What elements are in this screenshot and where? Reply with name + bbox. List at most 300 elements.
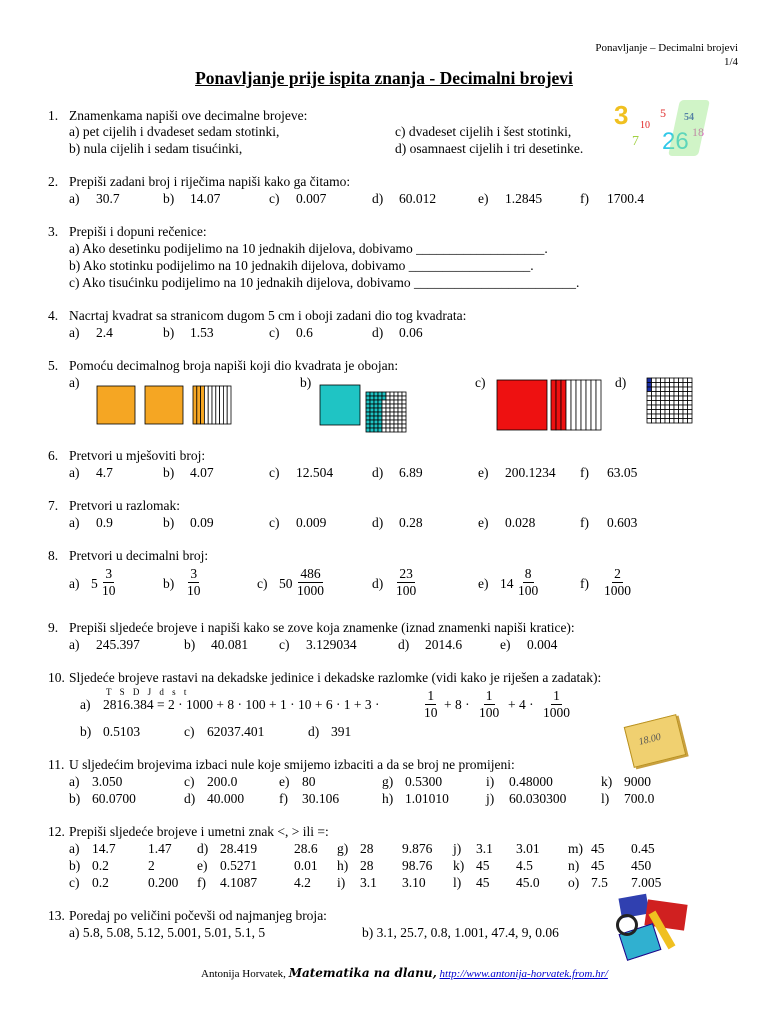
q11-item-value: 60.030300 — [509, 791, 567, 806]
q7-item-label: f) — [580, 515, 589, 530]
q2-item-value: 14.07 — [190, 191, 221, 206]
q9-item-label: b) — [184, 637, 196, 652]
q5a-partial-square-strip — [220, 386, 224, 424]
q5b-partial-square-cell — [398, 392, 402, 396]
q6-item-value: 4.7 — [96, 465, 113, 480]
fraction-denominator: 10 — [424, 705, 438, 720]
q5d-square-cell — [683, 383, 688, 388]
q2-number: 2. — [48, 174, 59, 189]
q5d-square-cell — [652, 378, 657, 383]
q12-item-label: j) — [453, 841, 462, 856]
q13-item-a: a) 5.8, 5.08, 5.12, 5.001, 5.01, 5.1, 5 — [69, 925, 266, 940]
q5b-partial-square-cell — [374, 392, 378, 396]
q10-item-value: 62037.401 — [207, 724, 265, 739]
q5d-square-cell — [647, 387, 652, 392]
q5d-square-cell — [665, 419, 670, 424]
q11-item-value: 1.01010 — [405, 791, 449, 806]
fraction-denominator: 10 — [187, 583, 201, 598]
q6-item-label: a) — [69, 465, 80, 480]
q4-item-label: b) — [163, 325, 175, 340]
q8-item-label: b) — [163, 576, 175, 591]
q5b-partial-square-cell — [402, 428, 406, 432]
q7-number: 7. — [48, 498, 59, 513]
q5b-partial-square-cell — [378, 412, 382, 416]
q5d-square-cell — [688, 401, 693, 406]
q5b-partial-square-cell — [378, 424, 382, 428]
q7-item-label: c) — [269, 515, 280, 530]
q5b-partial-square-cell — [398, 420, 402, 424]
q5d-square-cell — [679, 396, 684, 401]
fraction-denominator: 100 — [479, 705, 500, 720]
q2-item-value: 60.012 — [399, 191, 437, 206]
q5b-partial-square-cell — [370, 420, 374, 424]
fraction-numerator: 1 — [553, 688, 560, 703]
q11-item-label: e) — [279, 774, 290, 789]
q5b-partial-square-cell — [382, 416, 386, 420]
q5d-square-cell — [647, 414, 652, 419]
q5b-partial-square-cell — [394, 412, 398, 416]
q5d-square-cell — [674, 414, 679, 419]
q8-item-fraction — [516, 566, 540, 599]
q12-item-label: n) — [568, 858, 580, 873]
q5b-partial-square-cell — [382, 392, 386, 396]
fraction-numerator: 3 — [190, 566, 198, 581]
q5b-partial-square-cell — [378, 392, 382, 396]
q4-item-label: a) — [69, 325, 80, 340]
q5b-partial-square-cell — [398, 400, 402, 404]
q11-item-value: 40.000 — [207, 791, 245, 806]
q12-item-left: 28 — [360, 841, 374, 856]
q11-item-label: j) — [486, 791, 495, 806]
q5d-square-cell — [656, 383, 661, 388]
q5d-square-cell — [679, 405, 684, 410]
q5b-partial-square-cell — [394, 396, 398, 400]
q5b-partial-square-cell — [394, 424, 398, 428]
fraction-denominator: 1000 — [604, 583, 631, 598]
q8-item-fraction — [602, 566, 633, 599]
colorful-numbers-illustration — [614, 100, 714, 162]
q5d-square-cell — [647, 396, 652, 401]
footer — [201, 966, 608, 980]
q5c-partial-square-strip — [576, 380, 581, 430]
q5b-partial-square-cell — [386, 416, 390, 420]
fraction-numerator: 23 — [399, 566, 413, 581]
q5d-square-cell — [679, 387, 684, 392]
deco-number: 10 — [640, 120, 650, 131]
q5d-square-cell — [652, 414, 657, 419]
q7-item-value: 0.028 — [505, 515, 536, 530]
q2-item-value: 30.7 — [96, 191, 120, 206]
q5b-partial-square-cell — [402, 400, 406, 404]
q11-item-value: 60.0700 — [92, 791, 136, 806]
q5d-square-cell — [656, 392, 661, 397]
q5c-partial-square-strip — [571, 380, 576, 430]
q5b-partial-square-cell — [366, 400, 370, 404]
q10-a-label: a) — [80, 697, 91, 712]
q5d-square-cell — [652, 410, 657, 415]
q8-item-label: a) — [69, 576, 80, 591]
q6-number: 6. — [48, 448, 59, 463]
q12-item-left: 0.2 — [92, 875, 109, 890]
q11-number: 11. — [48, 757, 65, 772]
q5d-square-cell — [665, 378, 670, 383]
q5b-partial-square-cell — [386, 400, 390, 404]
q5b-partial-square-cell — [382, 428, 386, 432]
q5c-partial-square-strip — [551, 380, 556, 430]
q2-item-label: e) — [478, 191, 489, 206]
q5d-square-cell — [661, 378, 666, 383]
q5d-square-cell — [670, 392, 675, 397]
fraction-denominator: 1000 — [543, 705, 570, 720]
q5b-partial-square-cell — [374, 400, 378, 404]
q5d-square-cell — [647, 383, 652, 388]
q10-a-expression: 2816.384 = 2 · 1000 + 8 · 100 + 1 · 10 + 6 · 1 + 3 · — [103, 697, 380, 712]
q5d-square-cell — [679, 414, 684, 419]
q5b-partial-square-cell — [374, 396, 378, 400]
q9-item-value: 0.004 — [527, 637, 558, 652]
q5d-square-cell — [674, 392, 679, 397]
q5d-square-cell — [688, 419, 693, 424]
q5a-full-square — [145, 386, 183, 424]
q5d-square-cell — [683, 387, 688, 392]
q5d-square-cell — [656, 387, 661, 392]
q5d-square-cell — [670, 414, 675, 419]
q10-text: Sljedeće brojeve rastavi na dekadske jedinice i dekadske razlomke (vidi kako je riješen a zadatak): — [69, 670, 602, 685]
q5b-partial-square-cell — [374, 424, 378, 428]
q11-text: U sljedećim brojevima izbaci nule koje smijemo izbaciti a da se broj ne promijeni: — [69, 757, 515, 772]
q11-item-value: 0.5300 — [405, 774, 443, 789]
q5-label-b: b) — [300, 375, 312, 390]
q5b-partial-square-cell — [382, 420, 386, 424]
q5b-partial-square-cell — [370, 400, 374, 404]
q5d-square-cell — [679, 419, 684, 424]
q5d-square-cell — [670, 405, 675, 410]
q5b-partial-square-cell — [370, 404, 374, 408]
q12-item-label: g) — [337, 841, 349, 856]
q9-item-value: 3.129034 — [306, 637, 357, 652]
q5b-partial-square-cell — [370, 424, 374, 428]
q5d-square-cell — [652, 392, 657, 397]
q2-item-value: 1700.4 — [607, 191, 645, 206]
q5b-partial-square-cell — [398, 396, 402, 400]
q11-item-value: 200.0 — [207, 774, 238, 789]
fraction-numerator: 1 — [485, 688, 493, 703]
q11-item-value: 9000 — [624, 774, 651, 789]
q4-item-value: 2.4 — [96, 325, 113, 340]
q12-item-left: 14.7 — [92, 841, 116, 856]
q10-item-label: b) — [80, 724, 92, 739]
q5b-partial-square-cell — [390, 428, 394, 432]
q5b-partial-square-cell — [390, 404, 394, 408]
q5b-partial-square-cell — [382, 396, 386, 400]
q5c-partial-square-strip — [566, 380, 571, 430]
q5b-partial-square-cell — [378, 416, 382, 420]
q5b-partial-square-cell — [366, 420, 370, 424]
q12-item-right: 7.005 — [631, 875, 662, 890]
q5b-partial-square-cell — [394, 392, 398, 396]
q10-fraction — [477, 688, 501, 721]
q5b-partial-square-cell — [398, 428, 402, 432]
q5b-partial-square-cell — [390, 400, 394, 404]
q5d-square-cell — [683, 405, 688, 410]
q5d-square-cell — [652, 383, 657, 388]
q5b-partial-square-cell — [370, 428, 374, 432]
fraction-denominator: 10 — [102, 583, 116, 598]
header-page-number: 1/4 — [723, 56, 738, 68]
q2-item-label: b) — [163, 191, 175, 206]
q5d-square-cell — [674, 378, 679, 383]
q5b-partial-square-cell — [374, 428, 378, 432]
q10-plus4: + 4 · — [508, 697, 534, 712]
q6-item-label: b) — [163, 465, 175, 480]
q5b-partial-square-cell — [386, 412, 390, 416]
q5b-partial-square-cell — [402, 396, 406, 400]
q5d-square-cell — [656, 378, 661, 383]
q12-item-label: k) — [453, 858, 465, 873]
q5b-partial-square-cell — [394, 420, 398, 424]
q10-item-label: c) — [184, 724, 195, 739]
deco-number: 54 — [684, 112, 694, 123]
q10-place-abbreviations: T S D J d s t — [106, 687, 190, 697]
q5d-square-cell — [688, 378, 693, 383]
q5b-partial-square-cell — [378, 400, 382, 404]
q5-text: Pomoću decimalnog broja napiši koji dio kvadrata je obojan: — [69, 358, 399, 373]
q9-item-value: 40.081 — [211, 637, 249, 652]
q5d-square-cell — [656, 401, 661, 406]
q5b-partial-square-cell — [382, 400, 386, 404]
q7-item-label: b) — [163, 515, 175, 530]
q5d-square-cell — [656, 396, 661, 401]
q5d-square-cell — [656, 410, 661, 415]
q5d-square-cell — [647, 405, 652, 410]
q2-text: Prepiši zadani broj i riječima napiši kako ga čitamo: — [69, 174, 351, 189]
deco-number: 5 — [660, 106, 666, 120]
q12-item-left: 7.5 — [591, 875, 608, 890]
q5b-partial-square-cell — [394, 428, 398, 432]
q11-item-label: h) — [382, 791, 394, 806]
q5d-square-cell — [670, 419, 675, 424]
sticky-note-text: 18.00 — [637, 731, 663, 748]
q8-item-label: e) — [478, 576, 489, 591]
q5b-partial-square-cell — [374, 404, 378, 408]
q7-item-label: a) — [69, 515, 80, 530]
q5b-partial-square-cell — [370, 396, 374, 400]
q12-item-right: 98.76 — [402, 858, 433, 873]
q5d-square-cell — [656, 405, 661, 410]
q5a-partial-square-strip — [227, 386, 231, 424]
q5b-partial-square-cell — [366, 412, 370, 416]
q8-item-fraction — [185, 566, 203, 599]
q5b-partial-square-cell — [386, 408, 390, 412]
q9-item-value: 245.397 — [96, 637, 140, 652]
q12-item-label: e) — [197, 858, 208, 873]
q5-label-d: d) — [615, 375, 627, 390]
q11-item-label: i) — [486, 774, 495, 789]
q5b-partial-square-cell — [370, 412, 374, 416]
q1-text: Znamenkama napiši ove decimalne brojeve: — [69, 108, 308, 123]
q12-item-right: 4.2 — [294, 875, 311, 890]
q12-item-right: 9.876 — [402, 841, 433, 856]
q7-item-label: d) — [372, 515, 384, 530]
q2-item-label: f) — [580, 191, 589, 206]
fraction-numerator: 486 — [300, 566, 321, 581]
q12-item-left: 3.1 — [360, 875, 377, 890]
q3-item-a: a) Ako desetinku podijelimo na 10 jednakih dijelova, dobivamo ___________________. — [69, 241, 548, 256]
q5d-square-cell — [661, 419, 666, 424]
q12-item-right: 3.10 — [402, 875, 426, 890]
fraction-numerator: 8 — [524, 566, 532, 581]
q5d-square-cell — [683, 396, 688, 401]
q11-item-value: 3.050 — [92, 774, 123, 789]
q5b-partial-square-cell — [394, 416, 398, 420]
q4-text: Nacrtaj kvadrat sa stranicom dugom 5 cm i oboji zadani dio tog kvadrata: — [69, 308, 467, 323]
q5b-partial-square-cell — [402, 420, 406, 424]
q5-label-a: a) — [69, 375, 80, 390]
q5d-square-cell — [661, 396, 666, 401]
q12-item-label: a) — [69, 841, 80, 856]
q5b-partial-square-cell — [366, 404, 370, 408]
q7-item-value: 0.28 — [399, 515, 423, 530]
q5c-partial-square-strip — [556, 380, 561, 430]
q5b-partial-square-cell — [394, 404, 398, 408]
q8-item-whole: 50 — [279, 576, 293, 591]
q5b-partial-square-cell — [366, 408, 370, 412]
q6-text: Pretvori u mješoviti broj: — [69, 448, 206, 463]
q5d-square-cell — [670, 387, 675, 392]
footer-brand: Matematika na dlanu, — [288, 966, 437, 980]
q5c-partial-square-strip — [596, 380, 601, 430]
q5b-partial-square-cell — [382, 404, 386, 408]
q12-item-right: 4.5 — [516, 858, 533, 873]
q5d-square-cell — [652, 401, 657, 406]
q5b-partial-square-cell — [374, 408, 378, 412]
q5a-partial-square-strip — [223, 386, 227, 424]
q5b-partial-square-cell — [378, 420, 382, 424]
q5d-square-cell — [647, 401, 652, 406]
q5b-partial-square-cell — [390, 416, 394, 420]
q5d-square-cell — [665, 392, 670, 397]
q1-number: 1. — [48, 108, 59, 123]
q4-item-value: 0.6 — [296, 325, 313, 340]
q5d-square-cell — [661, 405, 666, 410]
q9-item-label: d) — [398, 637, 410, 652]
q5b-partial-square-cell — [378, 404, 382, 408]
fraction-numerator: 2 — [614, 566, 621, 581]
q5b-partial-square-cell — [390, 396, 394, 400]
q5d-square-cell — [683, 410, 688, 415]
q5b-partial-square-cell — [386, 420, 390, 424]
q5d-square-cell — [674, 410, 679, 415]
q8-item-label: c) — [257, 576, 268, 591]
q5d-square-cell — [665, 396, 670, 401]
q11-item-value: 80 — [302, 774, 316, 789]
q5d-square-cell — [683, 414, 688, 419]
q11-item-label: k) — [601, 774, 613, 789]
q5b-partial-square-cell — [390, 408, 394, 412]
q8-item-label: d) — [372, 576, 384, 591]
q5d-square-cell — [665, 414, 670, 419]
q11-item-value: 0.48000 — [509, 774, 553, 789]
q2-item-value: 0.007 — [296, 191, 327, 206]
q12-item-left: 28 — [360, 858, 374, 873]
q5b-partial-square-cell — [366, 428, 370, 432]
q5a-partial-square-strip — [193, 386, 197, 424]
q12-item-left: 45 — [591, 858, 605, 873]
q5a-full-square — [97, 386, 135, 424]
q5b-partial-square-cell — [374, 416, 378, 420]
q12-item-label: m) — [568, 841, 583, 856]
q11-item-label: f) — [279, 791, 288, 806]
q5d-square-cell — [674, 419, 679, 424]
q5-number: 5. — [48, 358, 59, 373]
q5d-square-cell — [674, 401, 679, 406]
q1-item-c: c) dvadeset cijelih i šest stotinki, — [395, 124, 572, 139]
q5b-partial-square-cell — [378, 428, 382, 432]
q5b-partial-square-cell — [394, 400, 398, 404]
q5d-square-cell — [688, 405, 693, 410]
q6-item-label: f) — [580, 465, 589, 480]
q5a-partial-square-strip — [212, 386, 216, 424]
q5d-square-cell — [647, 410, 652, 415]
footer-link[interactable]: http://www.antonija-horvatek.from.hr/ — [439, 968, 608, 980]
q5c-partial-square-strip — [581, 380, 586, 430]
q5b-partial-square-cell — [382, 408, 386, 412]
q5b-partial-square-cell — [402, 392, 406, 396]
q5d-square-cell — [683, 378, 688, 383]
q11-item-label: c) — [184, 774, 195, 789]
q5d-square-cell — [683, 392, 688, 397]
q4-number: 4. — [48, 308, 59, 323]
deco-number: 26 — [662, 128, 689, 155]
page-title: Ponavljanje prije ispita znanja - Decimalni brojevi — [195, 68, 573, 88]
q5d-square-cell — [665, 410, 670, 415]
q5c-partial-square-strip — [586, 380, 591, 430]
q12-item-right: 3.01 — [516, 841, 540, 856]
q2-item-label: d) — [372, 191, 384, 206]
q5b-partial-square-cell — [398, 416, 402, 420]
q9-text: Prepiši sljedeće brojeve i napiši kako se zove koja znamenke (iznad znamenki napiši kratice): — [69, 620, 575, 635]
q5d-square-cell — [661, 392, 666, 397]
deco-number: 18 — [692, 125, 704, 139]
q5a-partial-square-strip — [204, 386, 208, 424]
q2-item-label: c) — [269, 191, 280, 206]
q5b-full-square — [320, 385, 360, 425]
fraction-numerator: 1 — [427, 688, 435, 703]
q5c-full-square — [497, 380, 547, 430]
q12-item-right: 2 — [148, 858, 155, 873]
q5d-square-cell — [683, 419, 688, 424]
q12-item-left: 45 — [476, 858, 490, 873]
q5d-square-cell — [670, 396, 675, 401]
q5b-partial-square-cell — [398, 404, 402, 408]
q5c-partial-square-strip — [591, 380, 596, 430]
q12-item-right: 28.6 — [294, 841, 318, 856]
q5b-partial-square-cell — [374, 420, 378, 424]
q12-item-left: 0.5271 — [220, 858, 258, 873]
q5b-partial-square-cell — [398, 412, 402, 416]
q1-item-a: a) pet cijelih i dvadeset sedam stotinki, — [69, 124, 280, 139]
q11-item-label: d) — [184, 791, 196, 806]
q1-item-b: b) nula cijelih i sedam tisućinki, — [69, 141, 243, 156]
q5d-square-cell — [652, 405, 657, 410]
q8-text: Pretvori u decimalni broj: — [69, 548, 209, 563]
deco-shape — [668, 100, 710, 156]
q12-number: 12. — [48, 824, 65, 839]
q8-item-fraction — [100, 566, 118, 599]
q6-item-label: d) — [372, 465, 384, 480]
q5a-partial-square-strip — [216, 386, 220, 424]
q10-item-value: 0.5103 — [103, 724, 141, 739]
